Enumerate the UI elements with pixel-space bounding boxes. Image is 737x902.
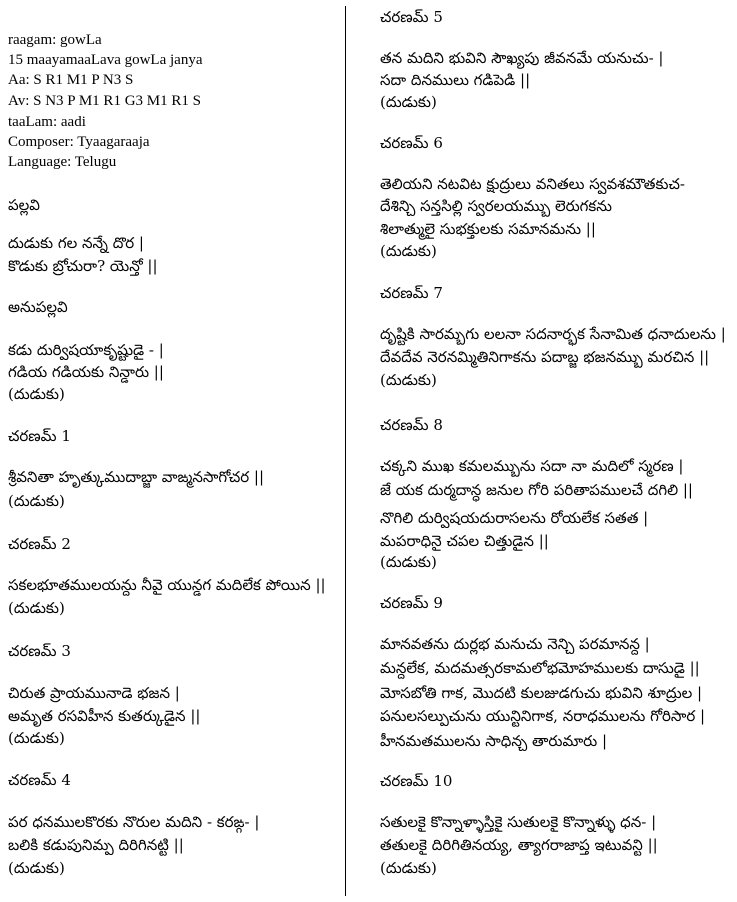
- refrain-text: (దుడుకు): [8, 729, 65, 747]
- pallavi-line: కొడుకు బ్రోచురా? యెన్తో ||: [8, 257, 158, 275]
- refrain-text: (దుడుకు): [8, 859, 65, 877]
- charanam-line: చిరుత ప్రాయమునాడె భజన |: [8, 684, 180, 702]
- charanam-heading: చరణమ్ 4: [8, 771, 71, 789]
- refrain-text: (దుడుకు): [8, 599, 65, 617]
- charanam-line: జే యక దుర్మదాన్ధ జనుల గోరి పరితాపములచే దగిలి ||: [380, 481, 693, 499]
- composer-line: Composer: Tyaagaraaja: [8, 134, 150, 150]
- charanam-line: శ్రీవనితా హృత్కుముదాబ్జా వాఙ్మనసాగోచర ||: [8, 468, 264, 486]
- refrain-text: (దుడుకు): [380, 242, 437, 260]
- janya-line: 15 maayamaaLava gowLa janya: [8, 52, 203, 68]
- anupallavi-line: కడు దుర్విషయాకృష్టుడై - |: [8, 341, 164, 359]
- charanam-line: దేవదేవ నెరనమ్మితినిగాకను పదాబ్జ భజనమ్బు మరచిన ||: [380, 348, 710, 366]
- charanam-line: పనులసల్పుచును యున్టినిగాక, నరాధములను గోరిసార |: [380, 707, 706, 725]
- charanam-line: మానవతను దుర్లభ మనుచు నెన్చి పరమానన్ద |: [380, 635, 650, 653]
- avarohanam-line: Av: S N3 P M1 R1 G3 M1 R1 S: [8, 93, 201, 109]
- language-line: Language: Telugu: [8, 154, 117, 170]
- charanam-line: తన మదిని భువిని సౌఖ్యపు జీవనమే యనుచు- |: [380, 49, 664, 67]
- charanam-heading: చరణమ్ 9: [380, 594, 443, 612]
- charanam-line: పర ధనములకొరకు నొరుల మదిని - కరఙ్గ- |: [8, 813, 260, 831]
- charanam-line: సతులకై కొన్నాళ్ళాస్తికై సుతులకై కొన్నాళ్ళు ధన- |: [380, 813, 657, 831]
- charanam-line: నొగిలి దుర్విషయదురాసలను రోయలేక సతత |: [380, 509, 649, 527]
- refrain-text: (దుడుకు): [380, 93, 437, 111]
- charanam-line: మన్దలేక, మదమత్సరకామలోభమోహములకు దాసుడై ||: [380, 659, 700, 677]
- charanam-line: తెలియని నటవిట క్షుద్రులు వనితలు స్వవశమౌతకుచ-: [380, 175, 685, 193]
- column-divider: [345, 6, 346, 896]
- anupallavi-line: గడియ గడియకు నిన్డారు ||: [8, 363, 164, 381]
- charanam-line: అమృత రసవిహీన కుతర్కుడైన ||: [8, 707, 201, 725]
- charanam-line: సదా దినములు గడిపెడి ||: [380, 71, 531, 89]
- taalam-line: taaLam: aadi: [8, 114, 86, 130]
- charanam-line: సకలభూతములయన్దు నీవై యున్డగ మదిలేక పోయిన ||: [8, 576, 326, 594]
- charanam-line: బలికి కడుపునిమ్ప దిరిగినట్టి ||: [8, 836, 184, 854]
- charanam-line: శిలాత్ములై సుభక్తులకు సమానమను ||: [380, 220, 596, 238]
- charanam-heading: చరణమ్ 1: [8, 427, 71, 445]
- charanam-line: హీనమతములను సాధిన్చ తారుమారు |: [380, 732, 608, 750]
- refrain-text: (దుడుకు): [8, 385, 65, 403]
- refrain-text: (దుడుకు): [380, 553, 437, 571]
- charanam-heading: చరణమ్ 7: [380, 284, 443, 302]
- charanam-heading: చరణమ్ 10: [380, 772, 453, 790]
- charanam-heading: చరణమ్ 3: [8, 642, 71, 660]
- charanam-line: మోసబోతి గాక, మొదటి కులజుడగుచు భువిని శూద్రుల |: [380, 684, 703, 702]
- charanam-line: తతులకై దిరిగితినయ్య, త్యాగరాజాప్త ఇటువన్టి ||: [380, 836, 658, 854]
- charanam-heading: చరణమ్ 2: [8, 535, 71, 553]
- charanam-heading: చరణమ్ 8: [380, 416, 443, 434]
- charanam-line: దృష్టికి సారమ్బగు లలనా సదనార్భక సేనామిత ధనాదులను |: [380, 325, 726, 343]
- refrain-text: (దుడుకు): [380, 371, 437, 389]
- pallavi-line: దుడుకు గల నన్నే దొర |: [8, 234, 144, 252]
- pallavi-heading: పల్లవి: [8, 196, 40, 214]
- refrain-text: (దుడుకు): [380, 859, 437, 877]
- charanam-line: దేశిన్చి సన్తసిల్లి స్వరలయమ్బు లెరుగకను: [380, 197, 612, 215]
- raagam-line: raagam: gowLa: [8, 32, 102, 48]
- refrain-text: (దుడుకు): [8, 492, 65, 510]
- aarohanam-line: Aa: S R1 M1 P N3 S: [8, 72, 134, 88]
- charanam-heading: చరణమ్ 5: [380, 8, 443, 26]
- charanam-heading: చరణమ్ 6: [380, 134, 443, 152]
- anupallavi-heading: అనుపల్లవి: [8, 298, 68, 316]
- charanam-line: మపరాధినై చపల చిత్తుడైన ||: [380, 532, 549, 550]
- charanam-line: చక్కని ముఖ కమలమ్బును సదా నా మదిలో స్మరణ |: [380, 457, 684, 475]
